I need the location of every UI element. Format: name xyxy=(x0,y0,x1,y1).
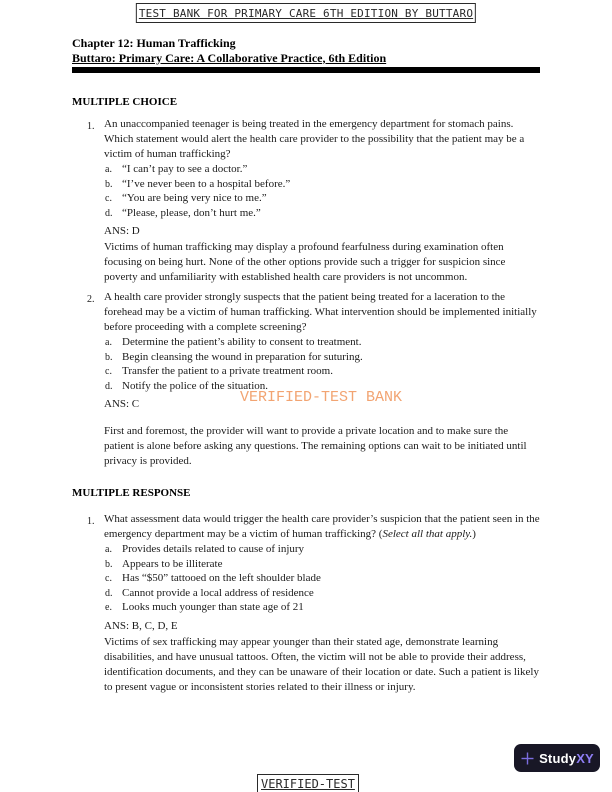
studyxy-badge[interactable] xyxy=(514,744,600,772)
answer-option xyxy=(104,600,540,615)
option-text: “You are being very nice to me.” xyxy=(122,192,267,205)
question-number: 1. xyxy=(87,120,95,132)
option-letter: a. xyxy=(105,337,112,348)
option-letter: c. xyxy=(105,573,112,585)
answer-option xyxy=(104,206,540,221)
verified-test-footer-link[interactable] xyxy=(257,774,359,792)
verified-watermark: VERIFIED-TEST BANK xyxy=(240,389,403,407)
title-divider xyxy=(72,67,540,73)
rationale-text: Victims of sex trafficking may appear younger than their stated age, demonstrate learning disabilities, and have unusual tattoos. Often, the victim will not be able to provide their address, identification documents, and they can be unaware of their location or date. Such a patient is likely to present vague or inconsistent stories related to their illness or injury. xyxy=(104,635,539,693)
option-letter: b. xyxy=(105,351,113,363)
option-text: “I’ve never been to a hospital before.” xyxy=(122,177,291,190)
answer-option xyxy=(104,571,540,586)
option-letter: a. xyxy=(105,544,112,555)
option-text: Looks much younger than state age of 21 xyxy=(122,601,304,614)
option-letter: e. xyxy=(105,602,112,614)
answer-option xyxy=(104,542,540,557)
question-stem: A health care provider strongly suspects that the patient being treated for a laceration to the forehead may be a victim of human trafficking. What intervention should be implemented initially before proceeding with a complete screening? xyxy=(104,291,537,333)
option-text: Notify the police of the situation. xyxy=(122,379,269,392)
option-text: Cannot provide a local address of residence xyxy=(122,586,314,599)
option-letter: b. xyxy=(105,558,113,570)
answer-option xyxy=(104,350,540,365)
section-heading-multiple-response: MULTIPLE RESPONSE xyxy=(72,487,191,499)
title-block xyxy=(72,36,540,73)
answer-option xyxy=(104,557,540,572)
question-mc-2 xyxy=(72,290,540,469)
option-letter: c. xyxy=(105,366,112,378)
option-text: Has “$50” tattooed on the left shoulder blade xyxy=(122,572,321,585)
answer-option xyxy=(104,379,540,394)
verified-test-footer-text: VERIFIED-TEST xyxy=(261,777,355,791)
question-stem: An unaccompanied teenager is being treated in the emergency department for stomach pains. Which statement would alert the health care provider to the possibility that the patient may be a victim of human trafficking? xyxy=(104,118,525,160)
section-heading-multiple-choice: MULTIPLE CHOICE xyxy=(72,96,178,108)
question-stem: What assessment data would trigger the health care provider’s suspicion that the patient seen in the emergency department may be a victim of human trafficking? (Select all that apply.) xyxy=(104,513,540,540)
badge-xy-label: XY xyxy=(576,750,594,766)
book-title: Buttaro: Primary Care: A Collaborative Practice, 6th Edition xyxy=(72,50,387,65)
plus-icon xyxy=(520,751,535,766)
answer-line: ANS: C xyxy=(104,398,140,411)
rationale-text: Victims of human trafficking may display a profound fearfulness during examination often focusing on being hurt. None of the other options provide such a trigger for suspicion since poverty and unfamiliarity with established health care providers is not uncommon. xyxy=(104,241,506,284)
option-letter: a. xyxy=(105,164,112,175)
question-number: 1. xyxy=(87,515,95,527)
option-text: Provides details related to cause of injury xyxy=(122,543,305,555)
answer-option xyxy=(104,162,540,177)
option-text: “I can’t pay to see a doctor.” xyxy=(122,163,248,175)
test-bank-banner-text: TEST BANK FOR PRIMARY CARE 6TH EDITION BY BUTTARO xyxy=(138,7,474,20)
answer-option xyxy=(104,177,540,192)
option-text: Determine the patient’s ability to consent to treatment. xyxy=(122,336,362,348)
answer-line: ANS: D xyxy=(104,225,140,238)
option-text: Appears to be illiterate xyxy=(122,557,223,570)
answer-option xyxy=(104,335,540,350)
option-letter: d. xyxy=(105,587,113,599)
answer-line: ANS: B, C, D, E xyxy=(104,619,178,632)
option-letter: d. xyxy=(105,380,113,392)
question-mr-1 xyxy=(72,512,540,695)
chapter-title: Chapter 12: Human Trafficking xyxy=(72,36,236,50)
badge-study-label: Study xyxy=(539,750,577,766)
option-text: “Please, please, don’t hurt me.” xyxy=(122,206,261,219)
answer-option xyxy=(104,586,540,601)
option-letter: c. xyxy=(105,193,112,205)
option-letter: b. xyxy=(105,178,113,190)
rationale-text: First and foremost, the provider will want to provide a private location and to make sure the patient is alone before asking any questions. The remaining options can wait to be initiated until privacy is provided. xyxy=(104,425,527,468)
question-mc-1 xyxy=(72,117,540,285)
question-number: 2. xyxy=(87,293,95,305)
answer-option xyxy=(104,364,540,379)
option-text: Transfer the patient to a private treatment room. xyxy=(122,365,333,378)
test-bank-banner-link[interactable] xyxy=(136,3,476,23)
option-letter: d. xyxy=(105,207,113,219)
option-text: Begin cleansing the wound in preparation for suturing. xyxy=(122,350,363,363)
answer-option xyxy=(104,191,540,206)
select-all-note: Select all that apply. xyxy=(382,528,473,540)
